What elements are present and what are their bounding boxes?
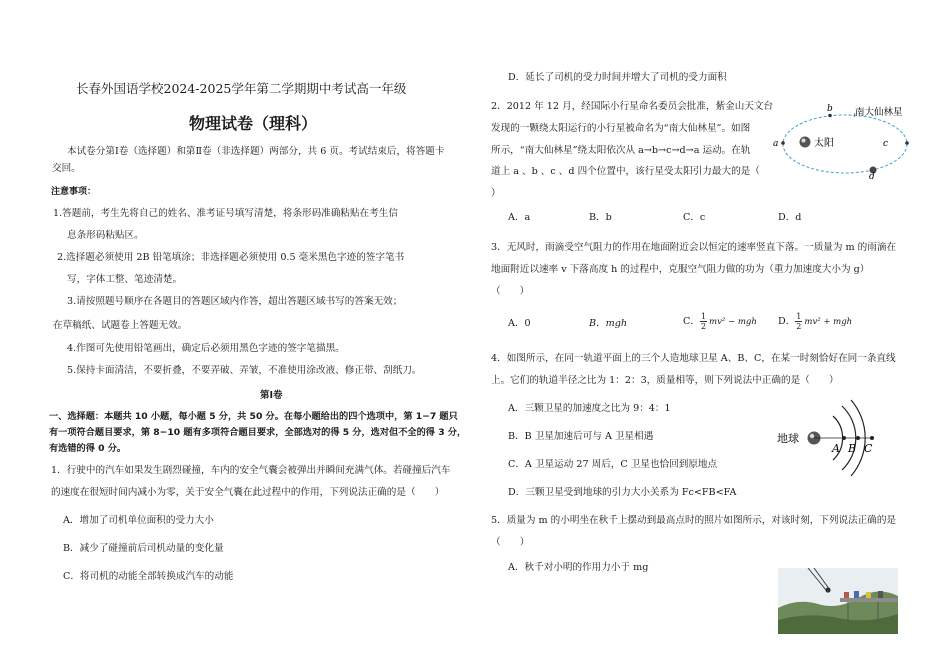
intro-line-1: 本试卷分第Ⅰ卷（选择题）和第Ⅱ卷（非选择题）两部分，共 6 页。考试结束后，将答题卡: [67, 146, 445, 157]
satellite-a: [842, 436, 846, 440]
point-c: [905, 141, 909, 145]
q4-stem-b: 上。它们的轨道半径之比为 1：2：3，质量相等，则下列说法中正确的是（ ）: [491, 375, 839, 386]
q2-option-a: A．a: [508, 212, 531, 223]
exam-header: 长春外国语学校2024-2025学年第二学期期中考试高一年级: [76, 81, 407, 96]
q1-stem-b: 的速度在很短时间内减小为零，关于安全气囊在此过程中的作用，下列说法正确的是（ ）: [51, 487, 445, 498]
q2-option-c: C．c: [683, 212, 706, 223]
notice-5: 5.保持卡面清洁，不要折叠，不要弄破、弄皱，不准使用涂改液、修正带、刮纸刀。: [67, 365, 422, 376]
q4-stem-a: 4．如图所示，在同一轨道平面上的三个人造地球卫星 A、B、C，在某一时刻恰好在同一条直线: [491, 353, 896, 364]
q2-stem-b: 发现的一颗绕太阳运行的小行星被命名为“南大仙林星”。如图: [491, 123, 751, 134]
notice-2a: 2.选择题必须使用 2B 铅笔填涂；非选择题必须使用 0.5 毫米黑色字迹的签字笔书: [57, 252, 405, 263]
q2-stem-d: 道上 a 、b 、c 、d 四个位置中，该行星受太阳引力最大的是（: [491, 166, 760, 177]
q5-option-a: A．秋千对小明的作用力小于 mg: [508, 562, 649, 573]
q4-option-b: B．B 卫星加速后可与 A 卫星相遇: [508, 431, 654, 442]
section-1-title: 第Ⅰ卷: [260, 390, 283, 401]
section-1-instr-b: 有一项符合题目要求，第 8−10 题有多项符合题目要求，全部选对的得 5 分，选对但不全的得 3 分，: [49, 427, 467, 438]
fig4-label-a: A: [832, 442, 840, 455]
exam-title: 物理试卷（理科）: [189, 114, 318, 133]
notice-3b: 在草稿纸、试题卷上答题无效。: [53, 320, 188, 331]
notice-1a: 1.答题前，考生先将自己的姓名、准考证号填写清楚，将条形码准确粘贴在考生信: [53, 208, 398, 219]
q4-option-c: C．A 卫星运动 27 周后，C 卫星也恰回到原地点: [508, 459, 718, 470]
q5-stem-b: （ ）: [491, 537, 530, 548]
satellite-c: [870, 436, 874, 440]
q4-option-d: D．三颗卫星受到地球的引力大小关系为 Fc<FB<FA: [508, 487, 737, 498]
q3-option-d: D． $\frac{1}{2}$ mv² + mgh: [778, 312, 853, 331]
q2-stem-c: 所示，“南大仙林星”绕太阳依次从 a→b→c→d→a 运动。在轨: [491, 145, 751, 156]
notice-3a: 3.请按照题号顺序在各题目的答题区域内作答，超出答题区域书写的答案无效；: [67, 296, 403, 307]
q5-swing-photo: [778, 568, 898, 634]
notice-1b: 息条形码粘贴区。: [67, 230, 144, 241]
q2-orbit-figure: [770, 98, 918, 180]
platform: [840, 598, 898, 602]
sun-icon: [800, 137, 811, 148]
point-a: [781, 141, 785, 145]
person-icon: [825, 587, 830, 592]
section-1-instr-c: 有选错的得 0 分。: [49, 443, 127, 454]
fig4-earth-label: 地球: [777, 432, 799, 445]
fig2-label-a: a: [773, 139, 779, 149]
section-1-instr-a: 一、选择题：本题共 10 小题，每小题 5 分，共 50 分。在每小题给出的四个选项中，第 1−7 题只: [49, 411, 458, 422]
q2-stem-a: 2．2012 年 12 月，经国际小行星命名委员会批准，紫金山天文台: [491, 101, 774, 112]
q4-option-a: A．三颗卫星的加速度之比为 9：4：1: [508, 403, 671, 414]
q3-stem-c: （ ）: [491, 286, 530, 297]
notice-4: 4.作图可先使用铅笔画出，确定后必须用黑色字迹的签字笔描黑。: [67, 343, 345, 354]
q5-stem-a: 5．质量为 m 的小明坐在秋千上摆动到最高点时的照片如图所示，对该时刻，下列说法正确的是: [491, 515, 897, 526]
q1-option-b: B．减少了碰撞前后司机动量的变化量: [63, 543, 224, 554]
satellite-b: [856, 436, 860, 440]
notice-2b: 写，字体工整、笔迹清楚。: [67, 274, 183, 285]
q1-option-d: D．延长了司机的受力时间并增大了司机的受力面积: [508, 72, 727, 83]
fig2-label-d: d: [869, 172, 875, 180]
q2-stem-e: ）: [491, 188, 501, 199]
fig4-label-b: B: [848, 442, 857, 455]
notice-title: 注意事项：: [51, 187, 97, 197]
q2-option-d: D．d: [778, 212, 802, 223]
q3-stem-a: 3．无风时，雨滴受空气阻力的作用在地面附近会以恒定的速率竖直下落。一质量为 m 的雨滴在: [491, 242, 897, 253]
q1-stem-a: 1．行驶中的汽车如果发生剧烈碰撞，车内的安全气囊会被弹出并瞬间充满气体。若碰撞后汽车: [51, 465, 451, 476]
q3-option-c: C． $\frac{1}{2}$ mv² − mgh: [683, 312, 757, 331]
q1-option-c: C．将司机的动能全部转换成汽车的动能: [63, 571, 234, 582]
fig4-label-c: C: [864, 442, 873, 455]
fig2-sun-label: 太阳: [814, 138, 834, 149]
fig2-label-c: c: [883, 139, 889, 149]
intro-line-2: 交回。: [52, 163, 81, 174]
q3-option-b: B．mgh: [589, 318, 628, 329]
point-b: [828, 114, 832, 118]
q1-option-a: A．增加了司机单位面积的受力大小: [63, 515, 214, 526]
q3-option-a: A．0: [508, 318, 531, 329]
q2-option-b: B．b: [589, 212, 612, 223]
q3-stem-b: 地面附近以速率 v 下落高度 h 的过程中，克服空气阻力做的功为（重力加速度大小为 g）: [491, 264, 870, 275]
fig2-star-label: 南大仙林星: [855, 107, 903, 118]
fig2-label-b: b: [827, 104, 833, 114]
q4-satellite-figure: [775, 398, 885, 476]
